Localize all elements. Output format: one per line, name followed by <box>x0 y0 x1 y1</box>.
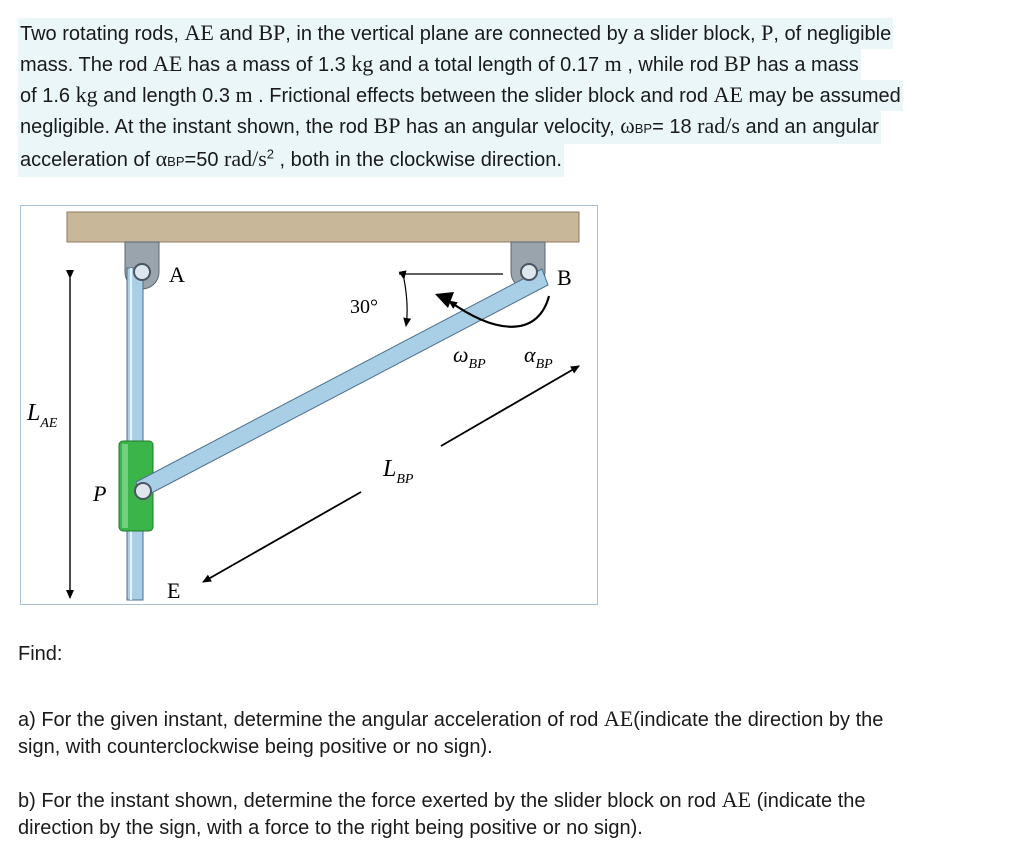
lbp-dimension-arrow-upper <box>441 366 579 446</box>
label-e: E <box>167 578 181 603</box>
problem-line-3: of 1.6 kg and length 0.3 m . Frictional effects between the slider block and rod AE may be assumed <box>18 80 903 111</box>
problem-line-2: mass. The rod AE has a mass of 1.3 kg and a total length of 0.17 m , while rod BP has a mass <box>18 49 861 80</box>
problem-line-5: acceleration of αBP=50 rad/$s^2$ , both in the clockwise direction. <box>18 144 564 177</box>
pin-b <box>521 264 537 280</box>
find-heading: Find: <box>18 643 63 665</box>
mechanism-figure <box>20 205 598 605</box>
lae-label: $L_{AE}$ <box>27 400 58 431</box>
angle-arc <box>404 279 407 326</box>
problem-line-4: negligible. At the instant shown, the rod BP has an angular velocity, ωBP= 18 rad/s and an angular <box>18 111 881 144</box>
lbp-dimension-arrow-lower <box>203 492 361 582</box>
question-a: a) For the given instant, determine the angular acceleration of rod AE(indicate the direction by the sign, with counterclockwise being positive or no sign). <box>18 706 884 758</box>
problem-line-1: Two rotating rods, AE and BP, in the vertical plane are connected by a slider block, P, of negligible <box>18 18 893 49</box>
pin-a <box>134 264 150 280</box>
mechanism-diagram <box>21 206 597 604</box>
lbp-label: $L_{BP}$ <box>383 456 414 487</box>
rotation-arrowhead <box>435 292 454 308</box>
angle-label: 30° <box>350 296 378 318</box>
rod-bp <box>136 269 548 498</box>
label-b: B <box>557 265 572 290</box>
problem-statement <box>18 18 990 177</box>
rod-ae <box>127 268 143 600</box>
question-b: b) For the instant shown, determine the force exerted by the slider block on rod AE (indicate the direction by the sign, with a force to the right being positive or no sign). <box>18 787 866 839</box>
label-p: P <box>93 481 107 506</box>
pin-p <box>135 483 151 499</box>
ceiling <box>67 212 579 242</box>
alpha-bp-label: $\alpha_{BP}$ <box>524 342 553 372</box>
omega-bp-label: $\omega_{BP}$ <box>453 342 486 372</box>
label-a: A <box>169 262 185 287</box>
